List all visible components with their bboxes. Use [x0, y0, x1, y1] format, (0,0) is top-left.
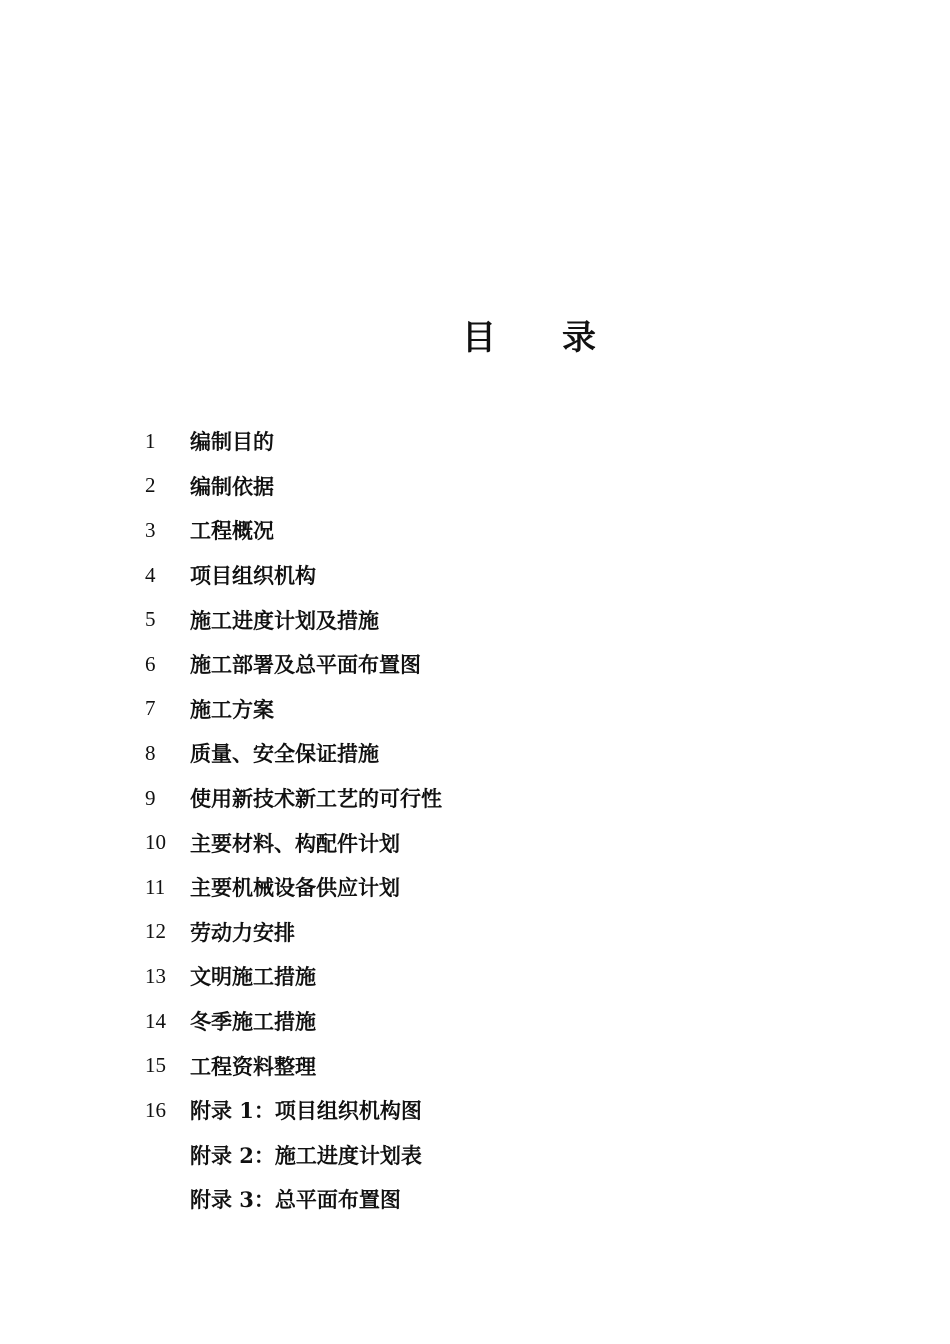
- toc-entry-12: [145, 910, 442, 955]
- title-char-right: 录: [562, 317, 596, 358]
- toc-entry-label: 冬季施工措施: [190, 1009, 316, 1035]
- toc-entry-label: 主要机械设备供应计划: [190, 875, 400, 901]
- toc-entry-label: 施工部署及总平面布置图: [190, 652, 421, 678]
- toc-entry-3: [145, 508, 442, 553]
- toc-entry-number: 8: [145, 740, 156, 765]
- toc-entry-number: 11: [145, 874, 166, 899]
- toc-entry-5: [145, 597, 442, 642]
- toc-entry-number: 3: [145, 517, 156, 542]
- toc-entry-label: 附录 2：施工进度计划表: [190, 1142, 422, 1168]
- toc-entry-number: 7: [145, 696, 156, 721]
- toc-entry-11: [145, 865, 442, 910]
- toc-entry-16: [145, 1088, 442, 1133]
- toc-entry-label: 施工进度计划及措施: [190, 607, 379, 633]
- toc-entry-2: [145, 464, 442, 509]
- toc-entry-number: 10: [145, 830, 166, 855]
- toc-entry-label: 劳动力安排: [190, 919, 295, 945]
- toc-entry-10: [145, 820, 442, 865]
- toc-entry-number: 12: [145, 919, 166, 944]
- toc-entry-9: [145, 776, 442, 821]
- toc-entry-number: 13: [145, 963, 166, 988]
- toc-entry-6: [145, 642, 442, 687]
- toc-entry-appendix-2: [145, 1133, 442, 1178]
- toc-entry-label: 工程概况: [190, 518, 274, 544]
- toc-entry-number: 6: [145, 651, 156, 676]
- toc-entry-label: 项目组织机构: [190, 563, 316, 589]
- toc-entry-number: 15: [145, 1053, 166, 1078]
- toc-entry-appendix-3: [145, 1177, 442, 1222]
- toc-entry-1: [145, 419, 442, 464]
- toc-entry-number: 1: [145, 428, 156, 453]
- toc-entry-label: 附录 1：项目组织机构图: [190, 1098, 422, 1124]
- toc-entry-label: 主要材料、构配件计划: [190, 830, 400, 856]
- toc-entry-number: 16: [145, 1097, 166, 1122]
- toc-entry-14: [145, 999, 442, 1044]
- toc-entry-4: [145, 553, 442, 598]
- toc-entry-7: [145, 687, 442, 732]
- title-char-left: 目: [462, 317, 496, 358]
- toc-entry-label: 编制依据: [190, 473, 274, 499]
- toc-entry-number: 14: [145, 1008, 166, 1033]
- toc-entry-number: 5: [145, 607, 156, 632]
- toc-entry-label: 文明施工措施: [190, 964, 316, 990]
- toc-entry-label: 质量、安全保证措施: [190, 741, 379, 767]
- toc-entry-15: [145, 1043, 442, 1088]
- toc-entry-13: [145, 954, 442, 999]
- toc-entry-number: 4: [145, 562, 156, 587]
- toc-entry-label: 附录 3：总平面布置图: [190, 1187, 401, 1213]
- toc-entry-number: 2: [145, 473, 156, 498]
- toc-entry-label: 施工方案: [190, 696, 274, 722]
- toc-entry-8: [145, 731, 442, 776]
- toc-entry-label: 工程资料整理: [190, 1053, 316, 1079]
- toc-entry-label: 使用新技术新工艺的可行性: [190, 786, 442, 812]
- toc-entry-number: 9: [145, 785, 156, 810]
- table-of-contents: [145, 419, 442, 1222]
- page-title: [462, 308, 596, 360]
- toc-entry-label: 编制目的: [190, 429, 274, 455]
